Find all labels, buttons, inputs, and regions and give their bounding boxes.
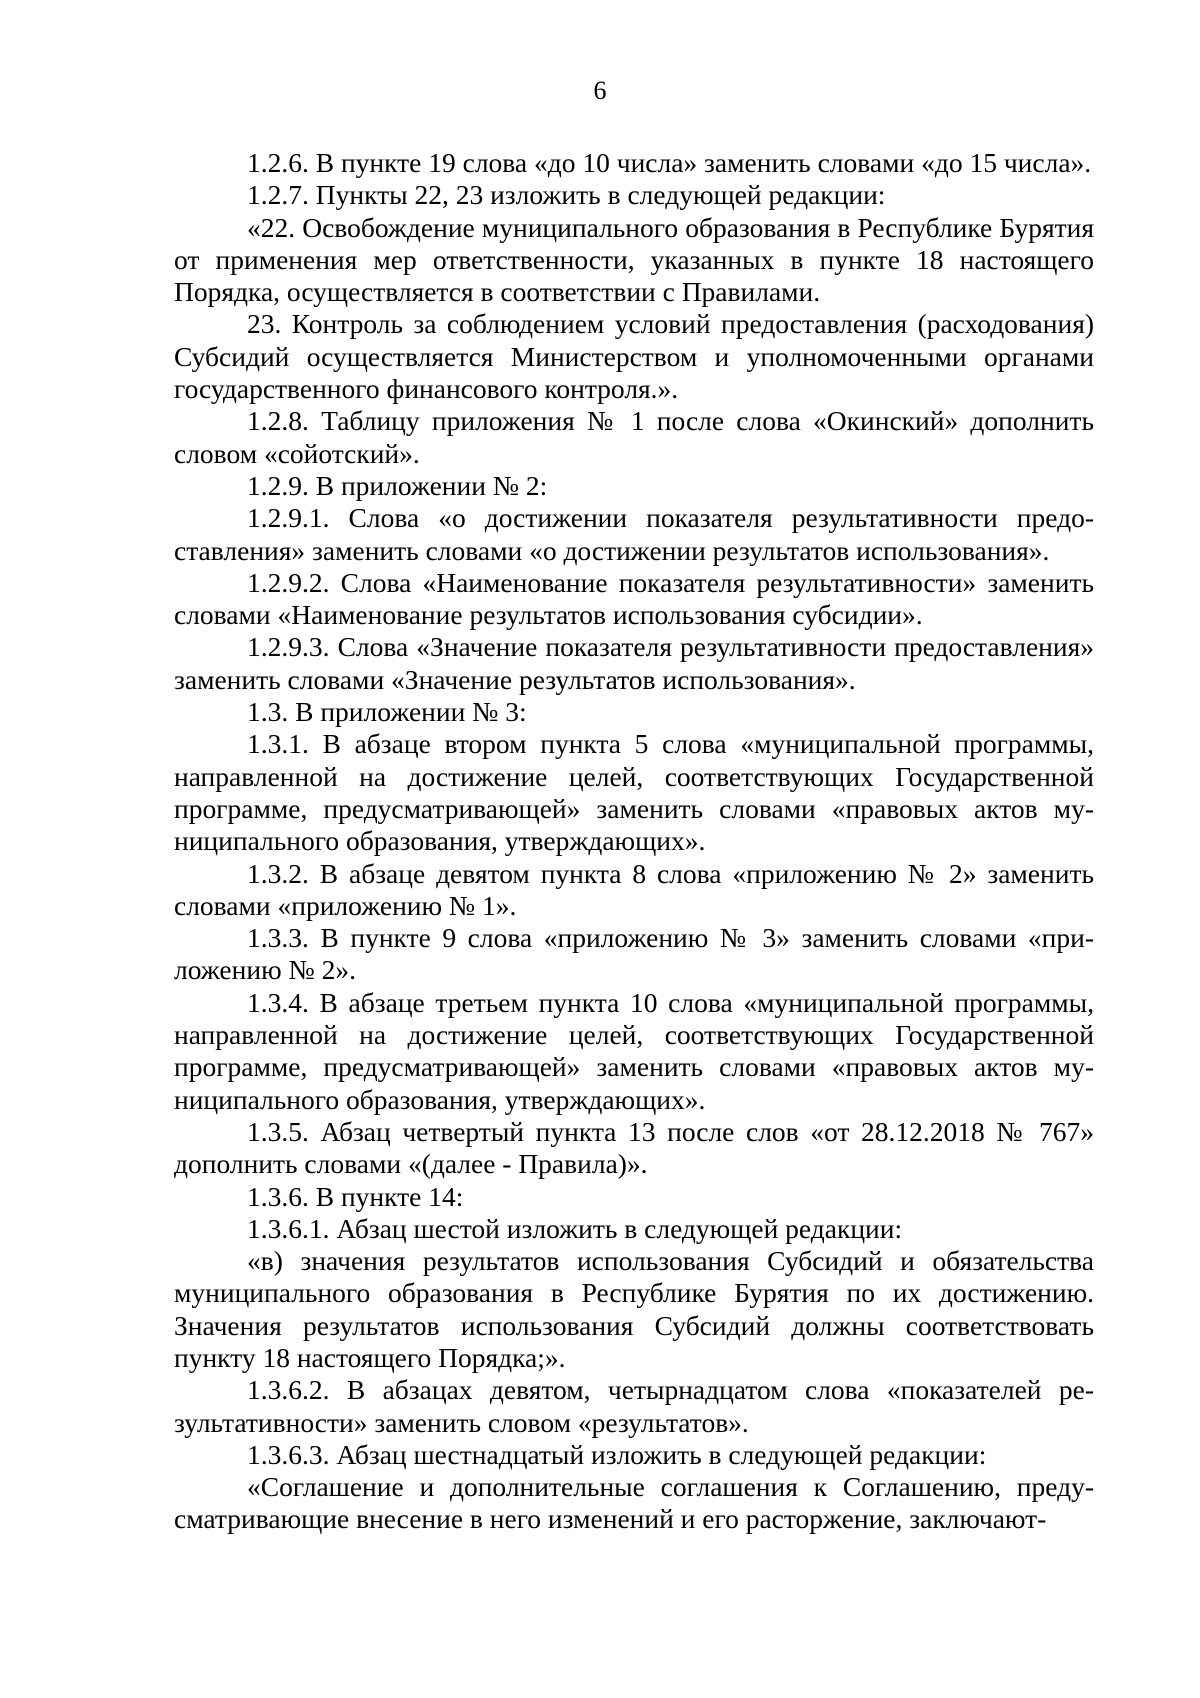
paragraph: 1.3.6.1. Абзац шестой изложить в следующей редакции: xyxy=(247,1212,903,1244)
paragraph: 1.2.9.3. Слова «Значение показателя результативности предоставления» заменить словами «Значение результатов использования». xyxy=(174,631,1094,695)
page-number: 6 xyxy=(593,76,607,105)
document-body xyxy=(174,147,1094,1536)
paragraph: 1.2.6. В пункте 19 слова «до 10 числа» заменить словами «до 15 числа». xyxy=(247,147,1092,178)
paragraph: 23. Контроль за соблюдением условий предоставления (расходования) Субсидий осуществляется Министерством и уполномоченными органами государственного финансового контроля.». xyxy=(174,308,1094,405)
paragraph: 1.3.6. В пункте 14: xyxy=(247,1180,464,1212)
paragraph: 1.2.9. В приложении № 2: xyxy=(247,469,548,501)
paragraph: «в) значения результатов использования Субсидий и обязательства муниципального образования в Республике Бурятия по их достижению. Значения результатов использования Субсидий должны соответствовать пункту 18 настоящего Порядка;». xyxy=(174,1245,1094,1373)
paragraph: 1.2.7. Пункты 22, 23 изложить в следующей редакции: xyxy=(247,179,886,211)
paragraph: 1.3.6.3. Абзац шестнадцатый изложить в следующей редакции: xyxy=(247,1438,987,1470)
paragraph: 1.3.2. В абзаце девятом пункта 8 слова «приложению № 2» заменить словами «приложению № 1». xyxy=(174,857,1094,921)
paragraph: 1.3.6.2. В абзацах девятом, четырнадцатом слова «показателей результативности» заменить словом «результатов». xyxy=(174,1374,1094,1438)
paragraph: «Соглашение и дополнительные соглашения к Соглашению, предусматривающие внесение в него изменений и его расторжение, заключают- xyxy=(174,1471,1094,1535)
paragraph: 1.2.8. Таблицу приложения № 1 после слова «Окинский» дополнить словом «сойотский». xyxy=(174,405,1094,469)
paragraph: 1.3.4. В абзаце третьем пункта 10 слова «муниципальной программы, направленной на достижение целей, соответствующих Государственной программе, предусматривающей» заменить словами «правовых актов муниципального образования, утверждающих». xyxy=(174,986,1094,1115)
paragraph: 1.3. В приложении № 3: xyxy=(247,696,527,728)
paragraph: 1.2.9.2. Слова «Наименование показателя результативности» заменить словами «Наименование результатов использования субсидии». xyxy=(174,566,1094,631)
paragraph: 1.3.1. В абзаце втором пункта 5 слова «муниципальной программы, направленной на достижение целей, соответствующих Государственной программе, предусматривающей» заменить словами «правовых актов муниципального образования, утверждающих». xyxy=(174,728,1094,857)
paragraph: 1.3.3. В пункте 9 слова «приложению № 3» заменить словами «приложению № 2». xyxy=(174,922,1094,986)
paragraph: «22. Освобождение муниципального образования в Республике Бурятия от применения мер ответственности, указанных в пункте 18 настоящего Порядка, осуществляется в соответствии с Правилами. xyxy=(174,211,1094,308)
paragraph: 1.3.5. Абзац четвертый пункта 13 после слов «от 28.12.2018 № 767» дополнить словами «(далее - Правила)». xyxy=(174,1115,1094,1180)
paragraph: 1.2.9.1. Слова «о достижении показателя результативности предоставления» заменить словами «о достижении результатов использования». xyxy=(174,502,1094,566)
